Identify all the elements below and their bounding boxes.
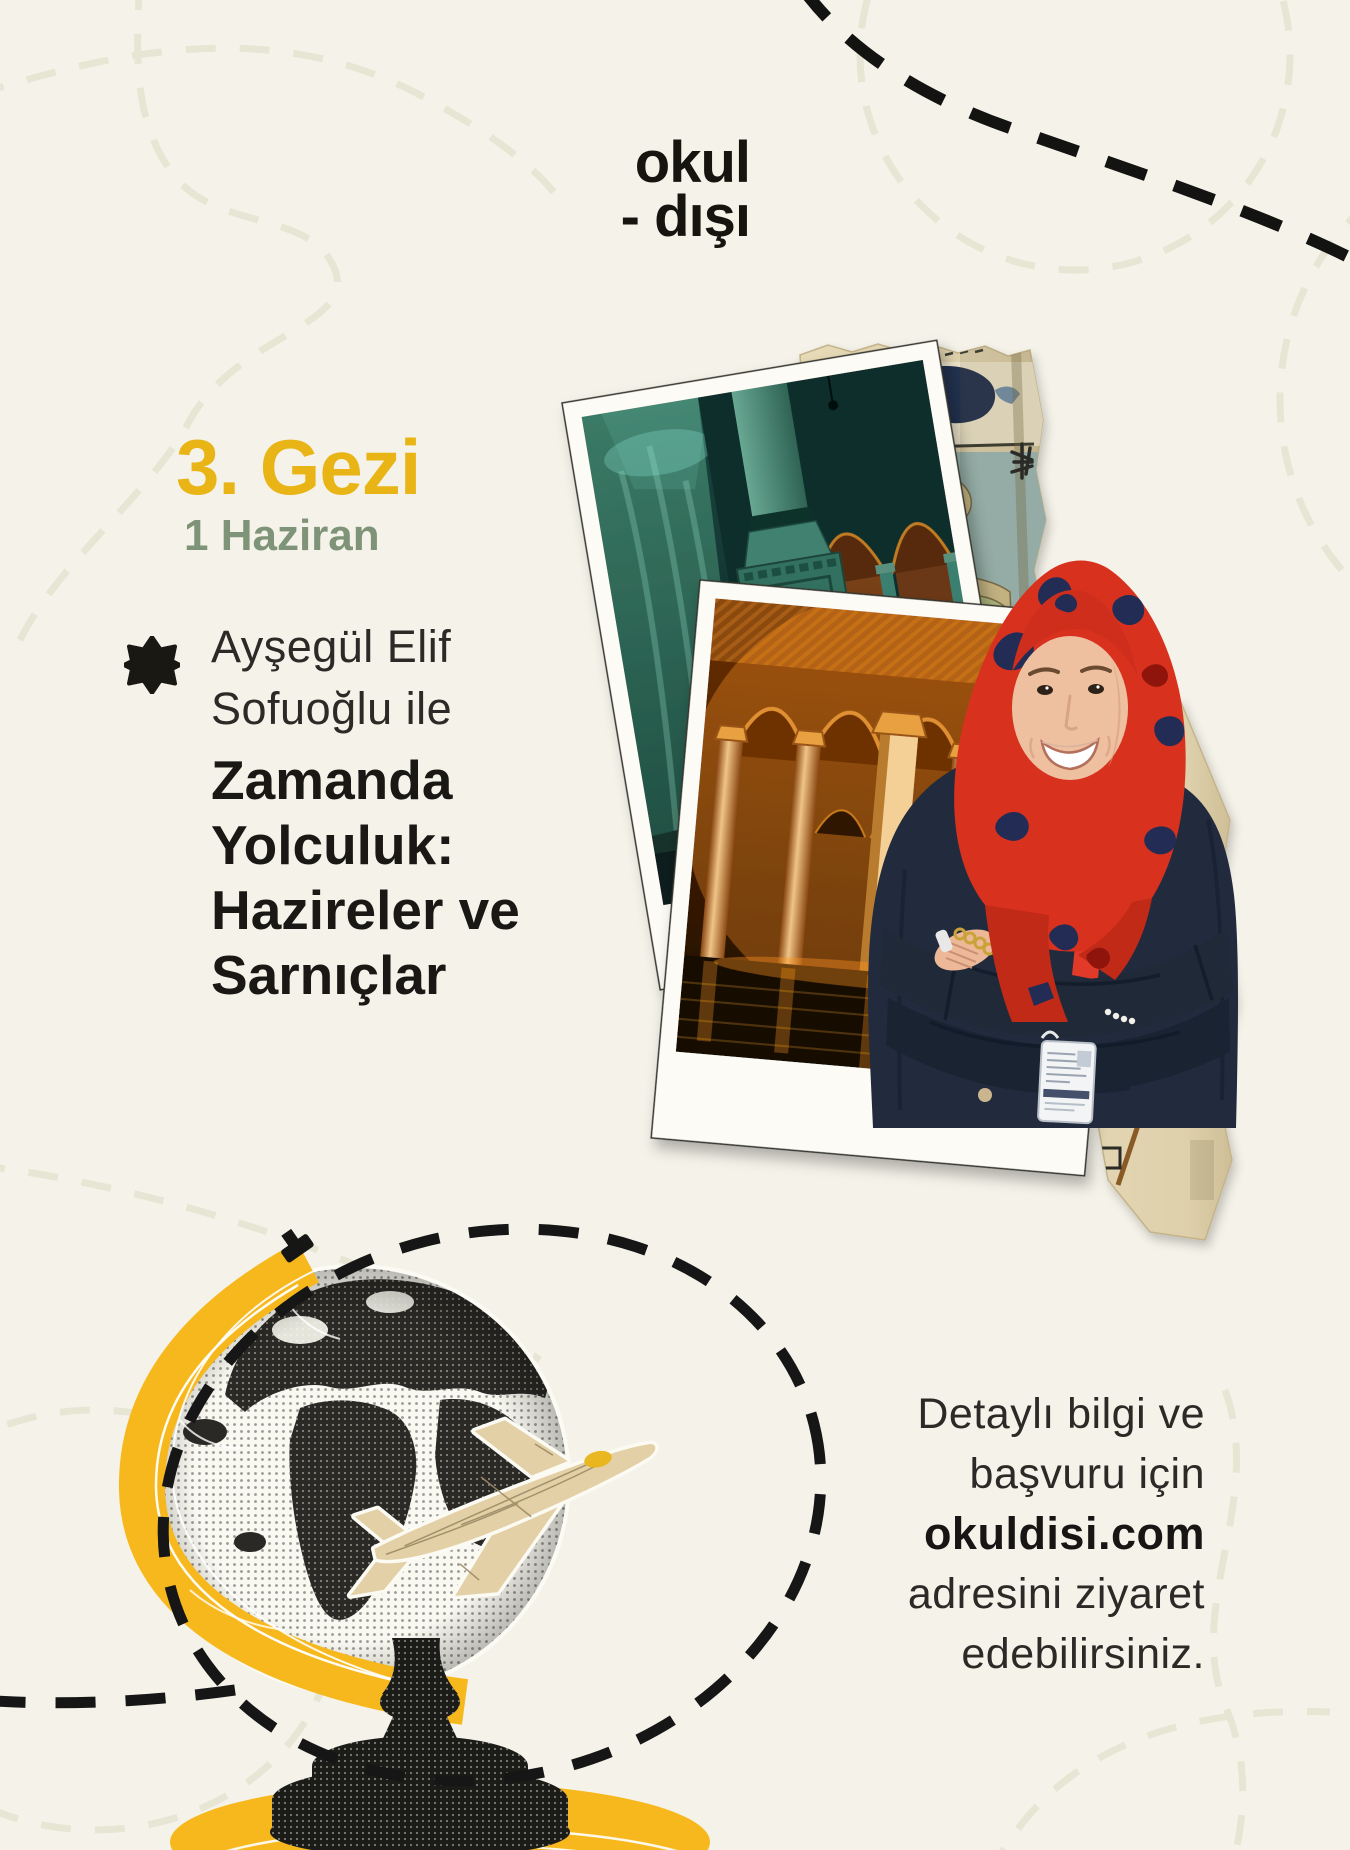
speaker-line2: Sofuoğlu ile [211, 683, 453, 734]
speaker-name [211, 616, 452, 740]
event-date: 1 Haziran [184, 511, 380, 560]
logo-line1: okul [634, 130, 750, 195]
logo-line2: - dışı [620, 184, 750, 249]
event-title [211, 748, 520, 1008]
footer-line1: Detaylı bilgi ve [917, 1390, 1205, 1438]
footer-info [908, 1384, 1205, 1684]
star-badge-icon [124, 636, 180, 694]
event-number-title: 3. Gezi [176, 423, 421, 511]
logo [545, 130, 750, 249]
speaker-line1: Ayşegül Elif [211, 621, 452, 672]
black-dashed-curve [800, 0, 1350, 268]
globe-illustration [0, 1161, 880, 1850]
footer-line3: adresini ziyaret [907, 1570, 1205, 1618]
title-line2: Yolculuk: [211, 814, 455, 876]
title-line3: Hazireler ve [211, 879, 520, 941]
footer-line4: edebilirsiniz. [961, 1630, 1205, 1678]
website-link[interactable]: okuldisi.com [923, 1508, 1205, 1559]
title-line1: Zamanda [211, 749, 453, 811]
title-line4: Sarnıçlar [211, 944, 447, 1006]
footer-line2: başvuru için [969, 1450, 1205, 1498]
